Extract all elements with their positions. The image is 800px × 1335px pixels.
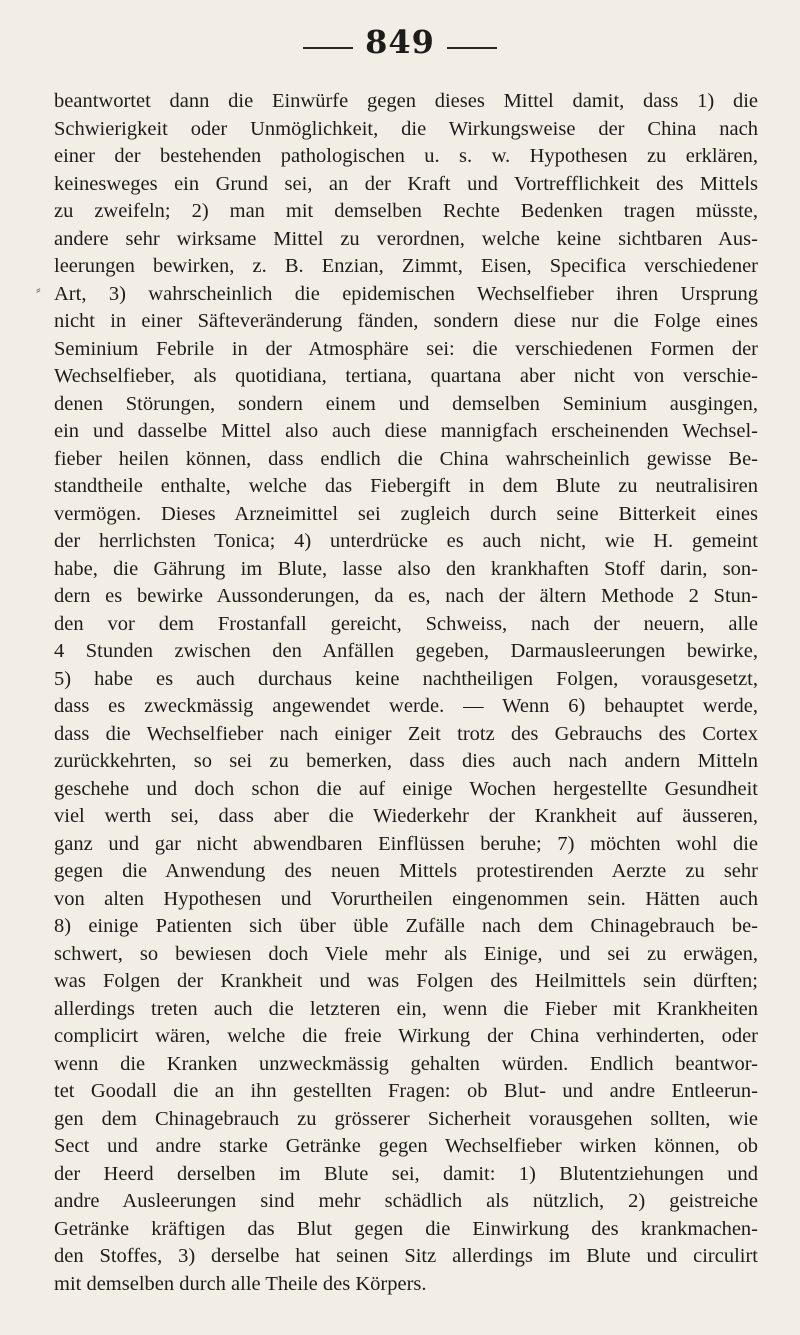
text-line: schwert, so bewiesen doch Viele mehr als Einige, und sei zu erwägen, bbox=[54, 942, 758, 965]
text-line: dern es bewirke Aussonderungen, da es, nach der ältern Methode 2 Stun- bbox=[54, 585, 758, 607]
text-line: zu zweifeln; 2) man mit demselben Rechte Bedenken tragen müsste, bbox=[54, 200, 758, 222]
text-line: dass es zweckmässig angewendet werde. — Wenn 6) behauptet werde, bbox=[54, 695, 758, 717]
text-line: dass die Wechselfieber nach einiger Zeit trotz des Gebrauchs des Cortex bbox=[54, 722, 758, 745]
text-line: Getränke kräftigen das Blut gegen die Einwirkung des krankmachen- bbox=[54, 1217, 758, 1240]
page-header bbox=[0, 12, 800, 72]
text-line: viel werth sei, dass aber die Wiederkehr der Krankheit auf äusseren, bbox=[54, 805, 758, 827]
text-line: 4 Stunden zwischen den Anfällen gegeben, Darmausleerungen bewirke, bbox=[54, 640, 758, 662]
text-line: tet Goodall die an ihn gestellten Fragen: ob Blut- und andre Entleerun- bbox=[54, 1080, 758, 1102]
text-line: zurückkehrten, so sei zu bemerken, dass dies auch nach andern Mitteln bbox=[54, 750, 758, 772]
text-line: geschehe und doch schon die auf einige Wochen hergestellte Gesundheit bbox=[54, 777, 758, 800]
text-line: 5) habe es auch durchaus keine nachtheiligen Folgen, vorausgesetzt, bbox=[54, 667, 758, 690]
text-line: der herrlichsten Tonica; 4) unterdrücke es auch nicht, wie H. gemeint bbox=[54, 530, 758, 552]
text-line: einer der bestehenden pathologischen u. s. w. Hypothesen zu erklären, bbox=[54, 145, 758, 167]
text-line: leerungen bewirken, z. B. Enzian, Zimmt, Eisen, Specifica verschiedener bbox=[54, 255, 758, 277]
text-line: Wechselfieber, als quotidiana, tertiana, quartana aber nicht von verschie- bbox=[54, 365, 758, 387]
text-line: allerdings treten auch die letzteren ein, wenn die Fieber mit Krankheiten bbox=[54, 997, 758, 1020]
text-line: complicirt wären, welche die freie Wirkung der China verhinderten, oder bbox=[54, 1025, 758, 1047]
text-line: ganz und gar nicht abwendbaren Einflüssen beruhe; 7) möchten wohl die bbox=[54, 832, 758, 855]
text-line: fieber heilen können, dass endlich die China wahrscheinlich gewisse Be- bbox=[54, 447, 758, 470]
text-line: andre Ausleerungen sind mehr schädlich als nützlich, 2) geistreiche bbox=[54, 1190, 758, 1212]
text-line: den vor dem Frostanfall gereicht, Schweiss, nach der neuern, alle bbox=[54, 612, 758, 635]
text-line: gegen die Anwendung des neuen Mittels protestirenden Aerzte zu sehr bbox=[54, 860, 758, 882]
text-line: Sect und andre starke Getränke gegen Wechselfieber wirken können, ob bbox=[54, 1135, 758, 1157]
text-line: vermögen. Dieses Arzneimittel sei zugleich durch seine Bitterkeit eines bbox=[54, 502, 758, 525]
page-number: 849 bbox=[365, 23, 435, 61]
text-line: mit demselben durch alle Theile des Körpers. bbox=[54, 1272, 427, 1295]
text-line: habe, die Gährung im Blute, lasse also den krankhaften Stoff darin, son- bbox=[54, 557, 758, 580]
text-line: ein und dasselbe Mittel also auch diese mannigfach erscheinenden Wechsel- bbox=[54, 420, 758, 442]
margin-mark: ⸗ bbox=[36, 282, 41, 298]
text-line: wenn die Kranken unzweckmässig gehalten würden. Endlich beantwor- bbox=[54, 1052, 758, 1075]
text-line: denen Störungen, sondern einem und demselben Seminium ausgingen, bbox=[54, 392, 758, 415]
header-rule-left bbox=[303, 47, 353, 49]
body-text bbox=[54, 88, 758, 1298]
text-line: nicht in einer Säfteveränderung fänden, sondern diese nur die Folge eines bbox=[54, 310, 758, 332]
text-line: gen dem Chinagebrauch zu grösserer Sicherheit vorausgehen sollten, wie bbox=[54, 1107, 758, 1130]
text-line: den Stoffes, 3) derselbe hat seinen Sitz allerdings im Blute und circulirt bbox=[54, 1245, 758, 1267]
text-line: Art, 3) wahrscheinlich die epidemischen Wechselfieber ihren Ursprung bbox=[54, 282, 758, 305]
text-line: von alten Hypothesen und Vorurtheilen eingenommen sein. Hätten auch bbox=[54, 887, 758, 910]
text-line: keinesweges ein Grund sei, an der Kraft und Vortrefflichkeit des Mittels bbox=[54, 172, 758, 195]
text-line: standtheile enthalte, welche das Fiebergift in dem Blute zu neutralisiren bbox=[54, 475, 758, 497]
header-rule-right bbox=[447, 47, 497, 49]
text-line: der Heerd derselben im Blute sei, damit: 1) Blutentziehungen und bbox=[54, 1162, 758, 1185]
text-line: Schwierigkeit oder Unmöglichkeit, die Wirkungsweise der China nach bbox=[54, 117, 758, 140]
text-line: Seminium Febrile in der Atmosphäre sei: die verschiedenen Formen der bbox=[54, 337, 758, 360]
text-line: andere sehr wirksame Mittel zu verordnen, welche keine sichtbaren Aus- bbox=[54, 227, 758, 250]
text-line: was Folgen der Krankheit und was Folgen des Heilmittels sein dürften; bbox=[54, 970, 758, 992]
text-line: beantwortet dann die Einwürfe gegen dieses Mittel damit, dass 1) die bbox=[54, 90, 758, 112]
text-line: 8) einige Patienten sich über üble Zufälle nach dem Chinagebrauch be- bbox=[54, 915, 758, 937]
